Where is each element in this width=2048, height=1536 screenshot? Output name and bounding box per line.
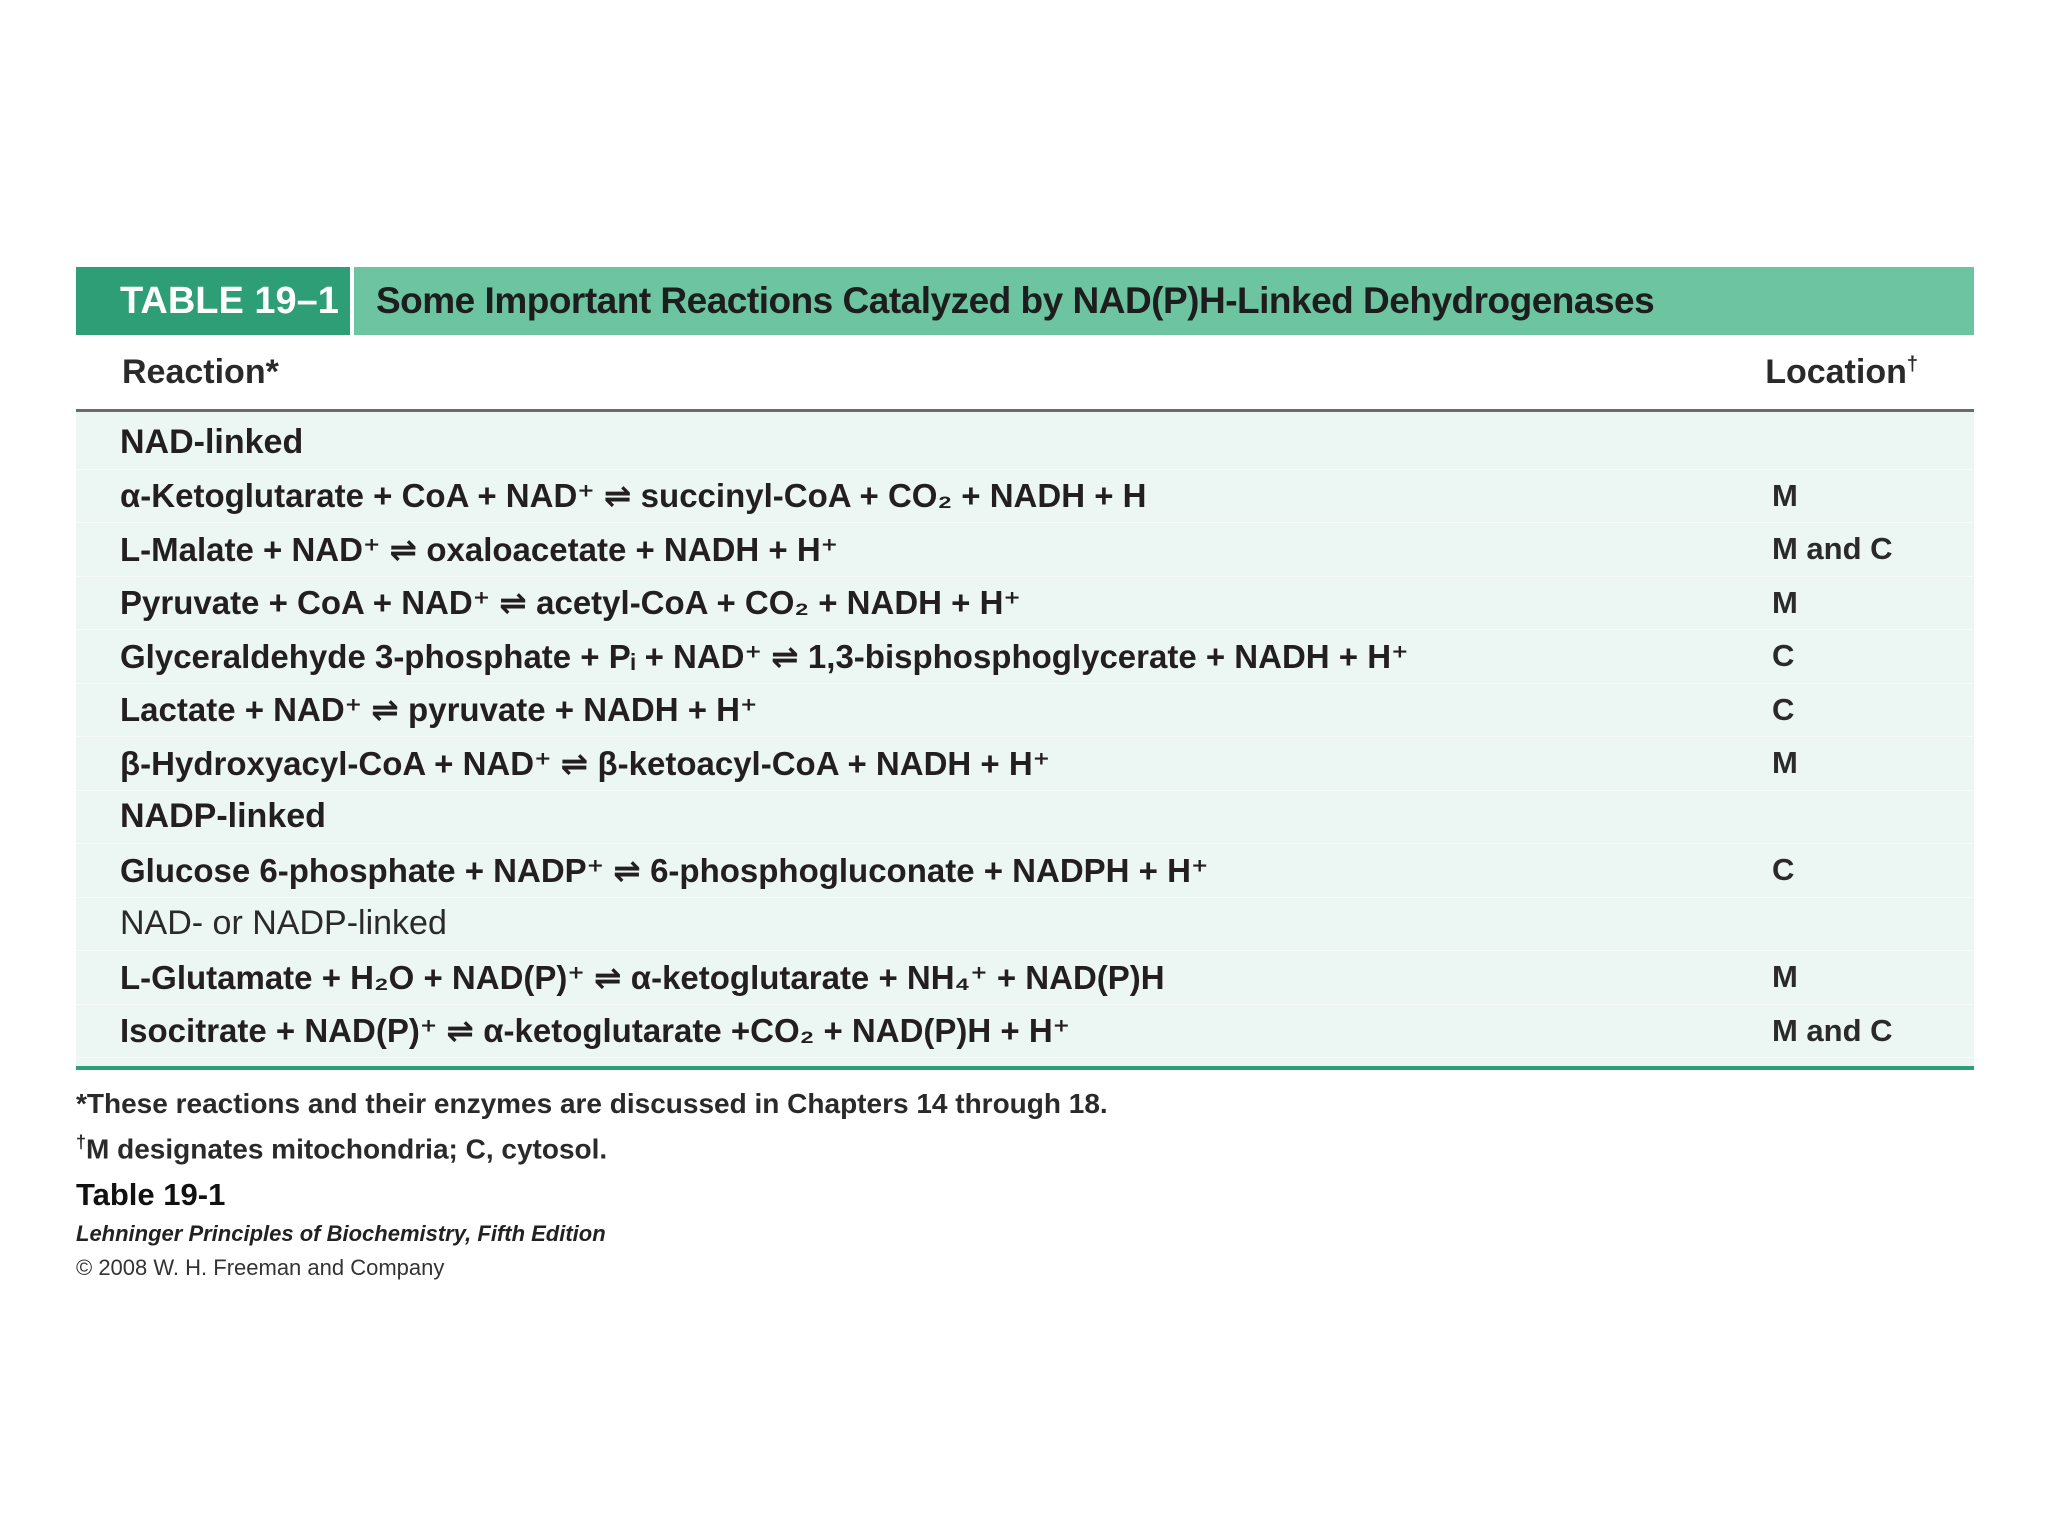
reaction-column-header: Reaction* (122, 352, 279, 391)
location-cell: M (1772, 745, 1798, 781)
book-citation: Lehninger Principles of Biochemistry, Fifth Edition (76, 1221, 606, 1247)
footnote-location-text: M designates mitochondria; C, cytosol. (86, 1133, 608, 1165)
reaction-cell: L-Malate + NAD⁺ ⇌ oxaloacetate + NADH + H⁺ (120, 530, 839, 568)
column-header-row (76, 335, 1974, 412)
reaction-cell: Lactate + NAD⁺ ⇌ pyruvate + NADH + H⁺ (120, 691, 758, 729)
location-header-text: Location (1765, 352, 1907, 391)
reaction-cell: Pyruvate + CoA + NAD⁺ ⇌ acetyl-CoA + CO₂ + NADH + H⁺ (120, 584, 1021, 622)
location-column-header (1765, 353, 1918, 392)
location-cell: M and C (1772, 1012, 1893, 1048)
group-heading-row (76, 416, 1974, 470)
group-heading: NAD- or NADP-linked (120, 904, 447, 943)
table-footer (76, 1088, 1108, 1281)
copyright-notice: © 2008 W. H. Freeman and Company (76, 1255, 445, 1281)
location-header-mark: † (1906, 353, 1918, 376)
location-cell: C (1772, 852, 1795, 888)
reaction-cell: Glyceraldehyde 3-phosphate + Pᵢ + NAD⁺ ⇌ 1,3-bisphosphoglycerate + NADH + H⁺ (120, 637, 1409, 675)
table-row (76, 844, 1974, 898)
location-cell: M (1772, 959, 1798, 995)
reaction-cell: β-Hydroxyacyl-CoA + NAD⁺ ⇌ β-ketoacyl-CoA + NADH + H⁺ (120, 744, 1051, 782)
reaction-cell: L-Glutamate + H₂O + NAD(P)⁺ ⇌ α-ketoglutarate + NH₄⁺ + NAD(P)H (120, 958, 1165, 996)
table-row (76, 1005, 1974, 1059)
group-heading-row (76, 898, 1974, 952)
location-cell: M (1772, 584, 1798, 620)
table-rows (76, 412, 1974, 1058)
table-title: Some Important Reactions Catalyzed by NAD(P)H-Linked Dehydrogenases (376, 280, 1655, 321)
footnote-reactions: *These reactions and their enzymes are discussed in Chapters 14 through 18. (76, 1088, 1108, 1119)
table-row (76, 523, 1974, 577)
table-row (76, 951, 1974, 1005)
group-heading: NAD-linked (120, 422, 304, 461)
table-number: TABLE 19–1 (76, 267, 354, 335)
reaction-cell: Isocitrate + NAD(P)⁺ ⇌ α-ketoglutarate +CO₂ + NAD(P)H + H⁺ (120, 1012, 1071, 1050)
reaction-cell: α-Ketoglutarate + CoA + NAD⁺ ⇌ succinyl-CoA + CO₂ + NADH + H (120, 477, 1147, 515)
table-row (76, 737, 1974, 791)
footnote-location (76, 1132, 1108, 1165)
table-title-bar (76, 267, 1974, 335)
location-cell: C (1772, 638, 1795, 674)
reaction-cell: Glucose 6-phosphate + NADP⁺ ⇌ 6-phosphogluconate + NADPH + H⁺ (120, 851, 1209, 889)
table-row (76, 630, 1974, 684)
table-body (76, 335, 1974, 1070)
location-cell: M and C (1772, 531, 1893, 567)
table-label: Table 19-1 (76, 1177, 226, 1213)
table-row (76, 684, 1974, 738)
footnote-location-mark: † (76, 1132, 87, 1152)
group-heading-row (76, 791, 1974, 845)
group-heading: NADP-linked (120, 797, 326, 836)
table-row (76, 470, 1974, 524)
location-cell: C (1772, 691, 1795, 727)
reactions-table (76, 267, 1974, 1070)
location-cell: M (1772, 477, 1798, 513)
table-row (76, 577, 1974, 631)
